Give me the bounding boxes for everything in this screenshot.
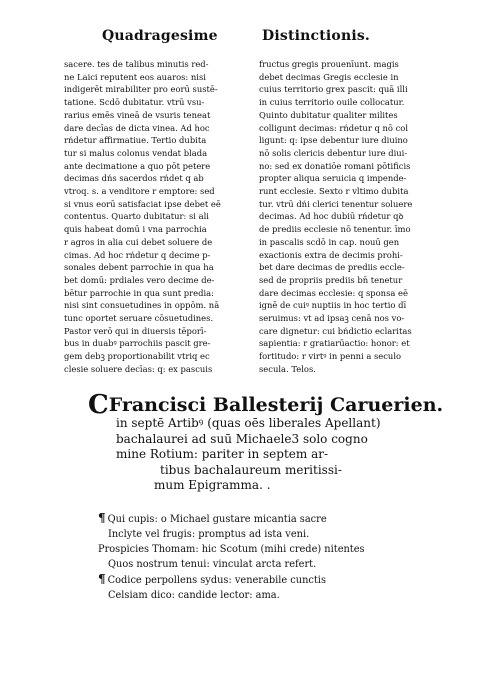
running-head-left: Quadragesime [102,28,218,44]
text-line: seruimus: vt ad ipsaꝫ cenā nos vo- [259,313,405,324]
text-line: runt ecclesie. Sexto r vltimo dubita [259,186,409,197]
running-head-right: Distinctionis. [262,28,371,44]
verse-line [98,588,398,603]
text-line: secula. Telos. [259,363,316,374]
text-line: fortitudo: r virtꝰ in penni a seculo [259,351,402,362]
text-line: tatione. Scdō dubitatur. vtrū vsu- [64,97,205,108]
text-line: dare decimas ecclesie: q sponsa eē [259,287,408,298]
text-line: tur si malus colonus vendat blada [64,147,208,158]
text-line: cuius territorio grex pascit: quā illi [259,84,408,95]
text-line: bētur parrochie in qua sunt predia: [64,287,214,298]
text-line: colligunt decimas: rńdetur q nō col [259,122,409,133]
text-line: de prediis ecclesie nō tenentur. īmo [259,224,411,235]
text-line: ne Laici reputent eos auaros: nisi [64,71,206,82]
text-line: bet domū: prdiales vero decime de- [64,274,215,285]
text-line: propter aliqua seruicia q impende- [259,173,407,184]
verse-line [98,557,398,572]
text-line: exactionis extra de decimis prohi- [259,249,403,260]
text-line: rńdetur affirmatiue. Tertio dubita [64,135,207,146]
section-heading-text: Francisci Ballesterij Caruerien. [108,394,444,416]
pilcrow-icon: ¶ [98,572,106,586]
verse-text: Prospicies Thomam: hic Scotum (mihi crede) nitentes [98,544,365,555]
text-line: sacere. tes de talibus minutis red- [64,59,209,69]
text-line: nisi sint consuetudines in oppōm. nā [64,300,220,311]
text-column-left [64,58,252,376]
epigram-poem [98,511,398,603]
text-line: indigerēt mirabiliter pro eorū sustē- [64,84,218,95]
text-line: Pastor verō qui in diuersis tēporī- [64,325,207,336]
text-line: rarius emēs vineā de vsuris teneat [64,109,211,120]
text-line: sed de propriis prediis bn̄ tenetur [259,274,403,285]
text-line: tunc oportet seruare cōsuetudines. [64,313,214,324]
text-line: sonales debent parrochie in qua ha [64,262,214,273]
verse-text: Codice perpollens sydus: venerabile cunctis [107,575,326,586]
verse-text: Celsiam dico: candide lector: ama. [108,590,280,601]
section-heading [88,390,444,420]
text-line: quis habeat domū i vna parrochia [64,224,207,235]
text-line: contentus. Quarto dubitatur: si ali [64,211,209,222]
text-line: dare decīas de dicta vinea. Ad hoc [64,122,210,133]
text-column-right [259,58,443,376]
text-line: ignē de cuiꝰ nuptiis in hoc tertio dī [259,300,407,311]
verse-text: Inclyte vel frugis: promptus ad ista veni. [108,529,310,540]
text-line: vtroq. s. a venditore r emptore: sed [64,186,215,197]
text-line: si vnus eorū satisfaciat ipse debet eē [64,198,221,209]
text-line: debet decimas Gregis ecclesie in [259,71,399,82]
text-line: bus in duabꝰ parrochiis pascit gre- [64,338,211,349]
text-line: clesie soluere decīas: q: ex pascuis [64,363,213,374]
text-line: tibus bachalaureum meritissi- [160,462,342,477]
text-line: mine Rotium: pariter in septem ar- [116,447,329,461]
text-line: in septē Artibꝰ (quas oēs liberales Apellant) [116,416,381,430]
pilcrow-initial: C [88,390,109,420]
text-line: decimas. Ad hoc dubiū rńdetur qꝺ [259,211,404,222]
verse-line [98,542,398,557]
pilcrow-icon: ¶ [98,511,106,525]
text-line: no: sed ex donatiōe romani pōtificis [259,160,411,171]
text-line: bachalaurei ad suū Michaele3 solo cogno [116,431,368,446]
text-line: fructus gregis prouenīunt. magis [259,59,399,69]
verse-text: Qui cupis: o Michael gustare micantia sacre [107,514,327,525]
epigram-title-block [88,390,444,494]
text-line: mum Epigramma. . [154,478,271,492]
text-line: ligunt: q: ipse debentur iure diuino [259,135,408,146]
text-line: tur. vtrū dńi clerici tenentur soluere [259,198,413,209]
text-line: ante decimatione a quo pōt petere [64,160,211,171]
text-line: decimas dńs sacerdos rńdet q ab [64,173,204,184]
text-line: gem debꝫ proportionabilit vtriq ec [64,351,210,362]
text-line: r agros in alia cui debet soluere de [64,236,213,247]
verse-line [98,511,398,527]
text-line: in pascalis scdō in cap. nouū gen [259,236,400,247]
text-line: nō solis clericis debentur iure diui- [259,147,408,158]
verse-text: Quos nostrum tenui: vinculat arcta refert. [108,559,317,570]
text-line: Quinto dubitatur qualiter milites [259,109,398,120]
text-line: care dignetur: cui bńdictio eclaritas [259,325,412,336]
verse-line [98,572,398,588]
verse-line [98,527,398,542]
text-line: in cuius territorio ouile collocatur. [259,97,405,108]
text-line: bet dare decimas de prediis eccle- [259,262,405,273]
text-line: sapientia: r gratiarūactio: honor: et [259,338,410,349]
section-subtitle [116,416,428,494]
text-line: cimas. Ad hoc rńdetur q decime p- [64,249,211,260]
